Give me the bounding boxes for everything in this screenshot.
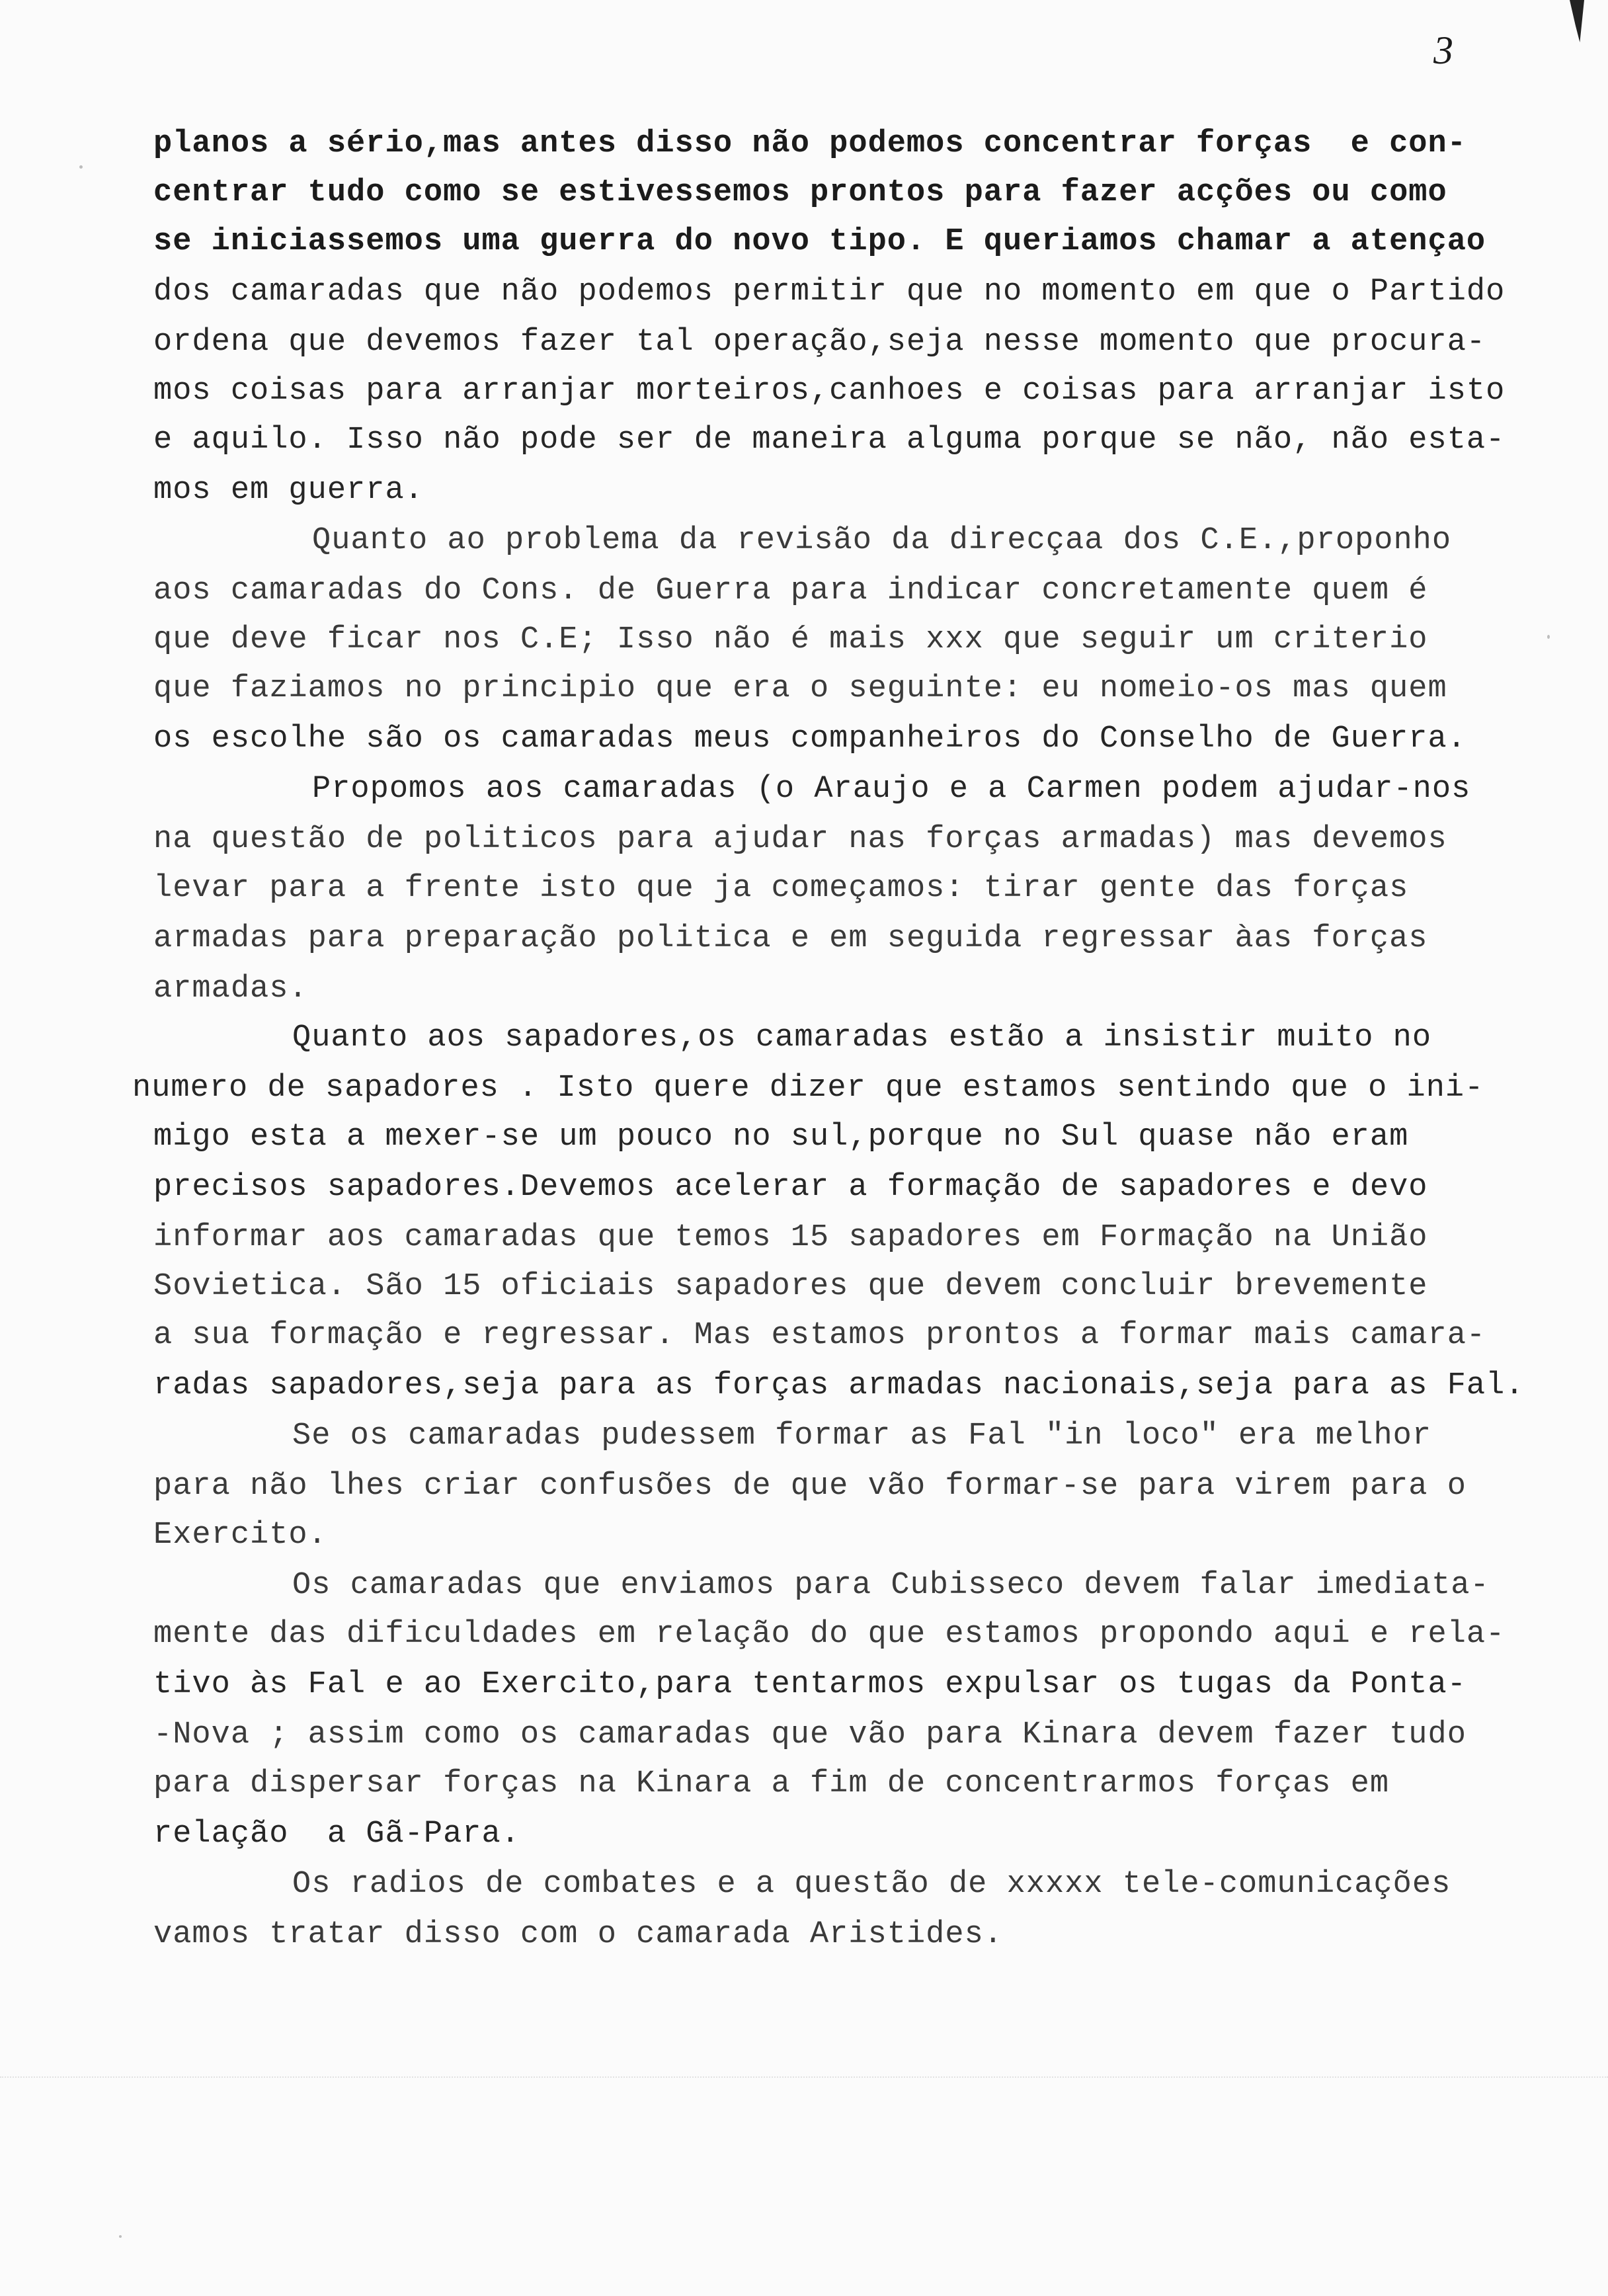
- text-line: numero de sapadores . Isto quere dizer que estamos sentindo que o ini-: [132, 1071, 1484, 1106]
- text-line: ordena que devemos fazer tal operação,seja nesse momento que procura-: [153, 325, 1486, 360]
- text-line: informar aos camaradas que temos 15 sapadores em Formação na União: [153, 1220, 1428, 1255]
- text-line: se iniciassemos uma guerra do novo tipo. E queriamos chamar a atençao: [153, 224, 1486, 259]
- text-line: Quanto aos sapadores,os camaradas estão a insistir muito no: [292, 1020, 1432, 1055]
- text-line: e aquilo. Isso não pode ser de maneira alguma porque se não, não esta-: [153, 423, 1506, 458]
- scan-artifact-line: [0, 2076, 1608, 2078]
- text-line: Quanto ao problema da revisão da direcçaa dos C.E.,proponho: [312, 523, 1452, 558]
- text-line: aos camaradas do Cons. de Guerra para indicar concretamente quem é: [153, 573, 1428, 608]
- text-line: relação a Gã-Para.: [153, 1817, 520, 1852]
- text-line: Os radios de combates e a questão de xxxxx tele-comunicações: [292, 1867, 1451, 1902]
- page-number: 3: [1433, 28, 1453, 72]
- text-line: os escolhe são os camaradas meus companheiros do Conselho de Guerra.: [153, 721, 1467, 757]
- text-line: radas sapadores,seja para as forças armadas nacionais,seja para as Fal.: [153, 1368, 1525, 1403]
- text-line: armadas para preparação politica e em seguida regressar àas forças: [153, 921, 1428, 956]
- text-line: tivo às Fal e ao Exercito,para tentarmos expulsar os tugas da Ponta-: [153, 1667, 1467, 1702]
- text-line: que faziamos no principio que era o seguinte: eu nomeio-os mas quem: [153, 671, 1447, 706]
- scan-speck: [79, 165, 83, 169]
- scan-speck: [119, 2235, 122, 2238]
- text-line: Se os camaradas pudessem formar as Fal "in loco" era melhor: [292, 1418, 1432, 1454]
- text-line: para não lhes criar confusões de que vão formar-se para virem para o: [153, 1469, 1467, 1504]
- text-line: mos em guerra.: [153, 473, 424, 508]
- text-line: Exercito.: [153, 1518, 327, 1553]
- text-line: vamos tratar disso com o camarada Aristides.: [153, 1917, 1004, 1952]
- text-line: Os camaradas que enviamos para Cubisseco devem falar imediata-: [292, 1568, 1490, 1603]
- text-line: que deve ficar nos C.E; Isso não é mais xxx que seguir um criterio: [153, 622, 1428, 657]
- text-line: armadas.: [153, 971, 308, 1006]
- text-line: Sovietica. São 15 oficiais sapadores que devem concluir brevemente: [153, 1269, 1428, 1304]
- text-line: para dispersar forças na Kinara a fim de concentrarmos forças em: [153, 1766, 1390, 1801]
- staple-mark: [1570, 0, 1584, 42]
- text-line: centrar tudo como se estivessemos prontos para fazer acções ou como: [153, 175, 1447, 210]
- text-line: na questão de politicos para ajudar nas forças armadas) mas devemos: [153, 822, 1447, 857]
- scan-speck: [1547, 635, 1550, 639]
- text-line: migo esta a mexer-se um pouco no sul,porque no Sul quase não eram: [153, 1120, 1409, 1155]
- text-line: precisos sapadores.Devemos acelerar a formação de sapadores e devo: [153, 1170, 1428, 1205]
- text-line: a sua formação e regressar. Mas estamos prontos a formar mais camara-: [153, 1318, 1486, 1353]
- text-line: dos camaradas que não podemos permitir que no momento em que o Partido: [153, 274, 1506, 309]
- text-line: planos a sério,mas antes disso não podemos concentrar forças e con-: [153, 126, 1467, 161]
- text-line: levar para a frente isto que ja começamos: tirar gente das forças: [153, 871, 1409, 906]
- text-line: mente das dificuldades em relação do que estamos propondo aqui e rela-: [153, 1617, 1506, 1652]
- text-line: -Nova ; assim como os camaradas que vão para Kinara devem fazer tudo: [153, 1717, 1467, 1752]
- text-line: mos coisas para arranjar morteiros,canhoes e coisas para arranjar isto: [153, 374, 1506, 409]
- text-line: Propomos aos camaradas (o Araujo e a Carmen podem ajudar-nos: [312, 772, 1471, 807]
